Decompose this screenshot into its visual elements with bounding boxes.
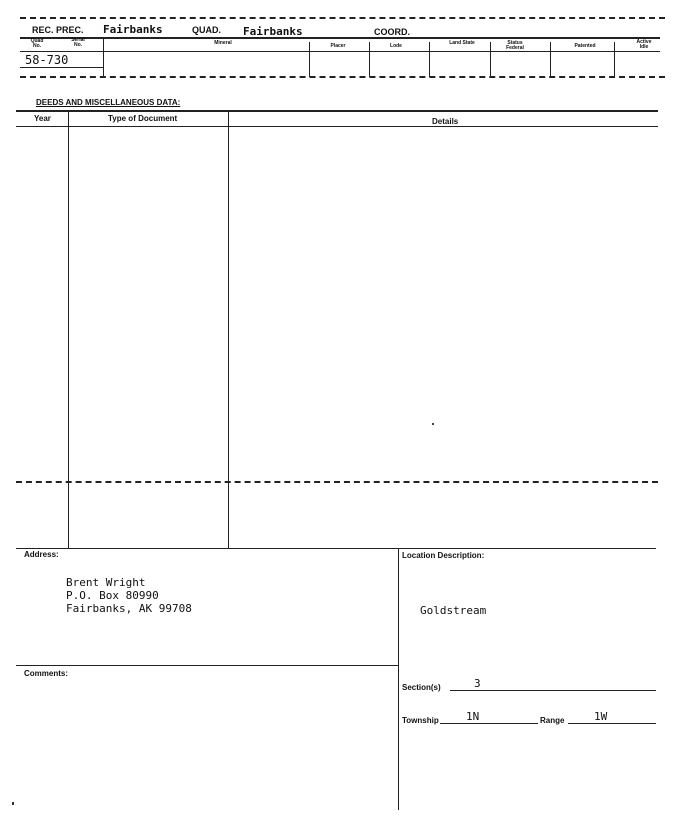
col-details: Details	[432, 117, 459, 126]
section-value: 3	[474, 677, 481, 690]
serial-underline	[20, 67, 103, 68]
header-rule-2	[20, 51, 660, 52]
quad-label: QUAD.	[192, 25, 221, 35]
col-quad-no: Quad No.	[30, 38, 44, 49]
comments-label: Comments:	[24, 669, 69, 678]
header-bottom-rule	[20, 76, 665, 78]
section-label: Section(s)	[402, 683, 441, 692]
rec-prec-value: Fairbanks	[103, 23, 163, 36]
hdr-divider	[309, 42, 310, 77]
section-underline	[450, 690, 656, 691]
comments-rule	[16, 665, 398, 666]
hdr-divider	[550, 42, 551, 77]
col-placer: Placer	[330, 43, 346, 49]
range-label: Range	[540, 716, 565, 725]
hdr-divider	[103, 37, 104, 77]
hdr-divider	[369, 42, 370, 77]
deeds-section-title: DEEDS AND MISCELLANEOUS DATA:	[36, 98, 181, 107]
col-mineral: Mineral	[214, 40, 232, 46]
col-patented: Patented	[574, 43, 596, 49]
header-top-rule	[20, 17, 665, 19]
hdr-divider	[490, 42, 491, 77]
deeds-header-rule	[16, 126, 658, 127]
bottom-mid-divider	[398, 548, 399, 810]
address-label: Address:	[24, 550, 59, 559]
township-label: Township	[402, 716, 439, 725]
col-type-of-document: Type of Document	[108, 114, 178, 123]
col-status-federal: Status Federal	[506, 40, 524, 51]
margin-speck	[12, 802, 14, 805]
hdr-divider	[429, 42, 430, 77]
col-active-idle: Active Idle	[636, 39, 652, 50]
deeds-dashed-rule	[16, 481, 658, 483]
address-line-2: P.O. Box 80990	[66, 589, 159, 602]
col-land-state: Land State	[449, 40, 475, 46]
header-rule-1	[20, 37, 660, 39]
col-serial-no: Serial No.	[71, 37, 85, 48]
deeds-top-rule	[16, 110, 658, 112]
address-line-1: Brent Wright	[66, 576, 146, 589]
rec-prec-label: REC. PREC.	[32, 25, 84, 35]
hdr-divider	[614, 42, 615, 77]
township-underline	[440, 723, 538, 724]
coord-label: COORD.	[374, 27, 410, 37]
speck	[432, 423, 434, 425]
location-value: Goldstream	[420, 604, 487, 617]
bottom-top-rule	[16, 548, 656, 549]
range-value: 1W	[594, 710, 608, 723]
col-year: Year	[34, 114, 51, 123]
range-underline	[568, 723, 656, 724]
quad-value: Fairbanks	[243, 25, 303, 38]
serial-value: 58-730	[25, 53, 69, 67]
address-line-3: Fairbanks, AK 99708	[66, 602, 192, 615]
township-value: 1N	[466, 710, 480, 723]
col-lode: Lode	[390, 43, 402, 49]
location-label: Location Description:	[402, 551, 485, 560]
